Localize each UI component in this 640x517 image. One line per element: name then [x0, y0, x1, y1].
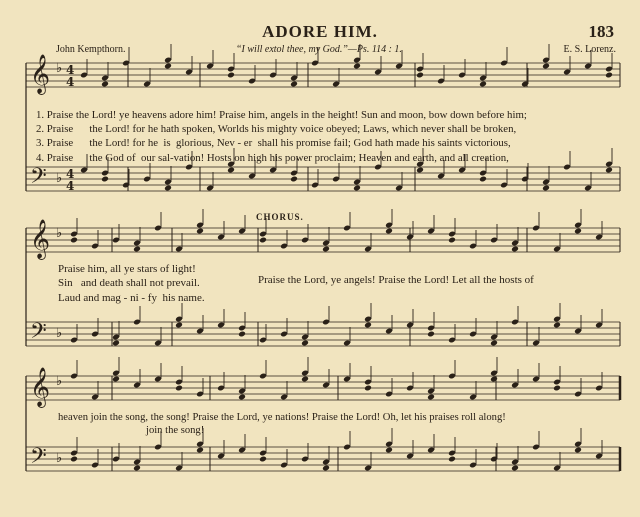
bass-note [101, 176, 109, 183]
verse-ending-3: Sin and death shall not prevail. [58, 277, 200, 290]
bass-note [353, 185, 361, 192]
treble-note [133, 246, 141, 253]
treble-clef-icon: 𝄞 [30, 219, 51, 259]
treble-note [542, 63, 550, 70]
verse-ending-1: Praise him, all ye stars of light! [58, 263, 196, 275]
bass-note [385, 447, 393, 454]
bass-note [479, 176, 487, 183]
composer-credit: E. S. Lorenz. [563, 44, 616, 55]
verse-2: 2. Praise the Lord! for he hath spoken, Worlds his mighty voice obeyed; Laws, which never shall be broken, [36, 123, 517, 136]
bass-note [133, 465, 141, 472]
verse-ending-4: Laud and mag - ni - fy his name. [58, 291, 205, 304]
bass-note [574, 447, 582, 454]
key-flat-icon: ♭ [56, 226, 63, 241]
treble-note [490, 376, 498, 383]
chorus-lyrics-end [58, 412, 506, 437]
treble-note [353, 63, 361, 70]
treble-note [479, 81, 487, 88]
treble-note [427, 394, 435, 401]
treble-note [238, 394, 246, 401]
chorus-line-1: heaven join the song, the song! Praise the Lord, ye nations! Praise the Lord! Oh, let his praises roll along! [58, 412, 506, 423]
verse-4: 4. Praise the God of our sal-vation! Hosts on high his power proclaim; Heaven and earth, and all creation, [36, 151, 509, 164]
key-flat-icon: ♭ [56, 61, 63, 76]
bass-note [427, 331, 435, 338]
chorus-lyrics: Praise the Lord, ye angels! Praise the Lord! Let all the hosts of [258, 274, 534, 286]
bass-note [542, 185, 550, 192]
bass-note [112, 340, 120, 347]
treble-note [511, 246, 519, 253]
treble-note [364, 385, 372, 392]
bass-note [322, 465, 330, 472]
treble-note [301, 376, 309, 383]
verse-endings [58, 262, 205, 305]
treble-note [227, 72, 235, 79]
bass-note [364, 322, 372, 329]
page-number: 183 [588, 22, 614, 41]
treble-note [112, 376, 120, 383]
bass-note [553, 322, 561, 329]
bass-time-signature-bottom: 4 [66, 179, 75, 193]
treble-note [385, 228, 393, 235]
bass-note [238, 331, 246, 338]
bass-time-signature-top: 4 [66, 167, 75, 181]
bass-note [511, 465, 519, 472]
key-flat-icon: ♭ [56, 374, 63, 389]
treble-note [70, 237, 78, 244]
bass-note [175, 322, 183, 329]
treble-note [322, 246, 330, 253]
bass-note [259, 456, 267, 463]
bass-note [70, 456, 78, 463]
treble-note [175, 385, 183, 392]
verse-lyrics [36, 108, 626, 165]
verse-3: 3. Praise the Lord! for he is glorious, Nev - er shall his promise fail; God hath made his saints victorious, [36, 137, 511, 150]
bass-clef-icon: 𝄢 [30, 164, 47, 194]
bass-clef-icon: 𝄢 [30, 319, 47, 349]
bass-note [227, 167, 235, 174]
key-flat-icon: ♭ [56, 326, 63, 341]
key-flat-icon: ♭ [56, 451, 63, 466]
treble-note [290, 81, 298, 88]
treble-note [448, 237, 456, 244]
scripture-reference: “I will extol thee, my God.”—Ps. 114 : 1. [236, 44, 402, 55]
treble-note [574, 228, 582, 235]
bass-note [490, 340, 498, 347]
treble-note [101, 81, 109, 88]
bass-note [301, 340, 309, 347]
treble-clef-icon: 𝄞 [30, 367, 51, 407]
bass-note [448, 456, 456, 463]
bass-clef-icon: 𝄢 [30, 444, 47, 474]
bass-note [164, 185, 172, 192]
treble-time-signature-top: 4 [66, 63, 75, 77]
verse-1: 1. Praise the Lord! ye heavens adore him! Praise him, angels in the height! Sun and moon, bow down before him; [36, 109, 527, 121]
key-flat-icon: ♭ [56, 171, 63, 186]
treble-note [196, 228, 204, 235]
bass-note [196, 447, 204, 454]
lyricist-credit: John Kempthorn. [56, 44, 126, 55]
hymn-title: ADORE HIM. [262, 22, 378, 41]
treble-note [553, 385, 561, 392]
treble-clef-icon: 𝄞 [30, 54, 51, 94]
bass-note [416, 167, 424, 174]
treble-note [605, 72, 613, 79]
treble-note [416, 72, 424, 79]
bass-note [290, 176, 298, 183]
treble-note [164, 63, 172, 70]
treble-time-signature-bottom: 4 [66, 75, 75, 89]
chorus-label: CHORUS. [256, 212, 304, 222]
bass-note [605, 167, 613, 174]
chorus-line-2: join the song! [146, 424, 205, 436]
treble-note [259, 237, 267, 244]
